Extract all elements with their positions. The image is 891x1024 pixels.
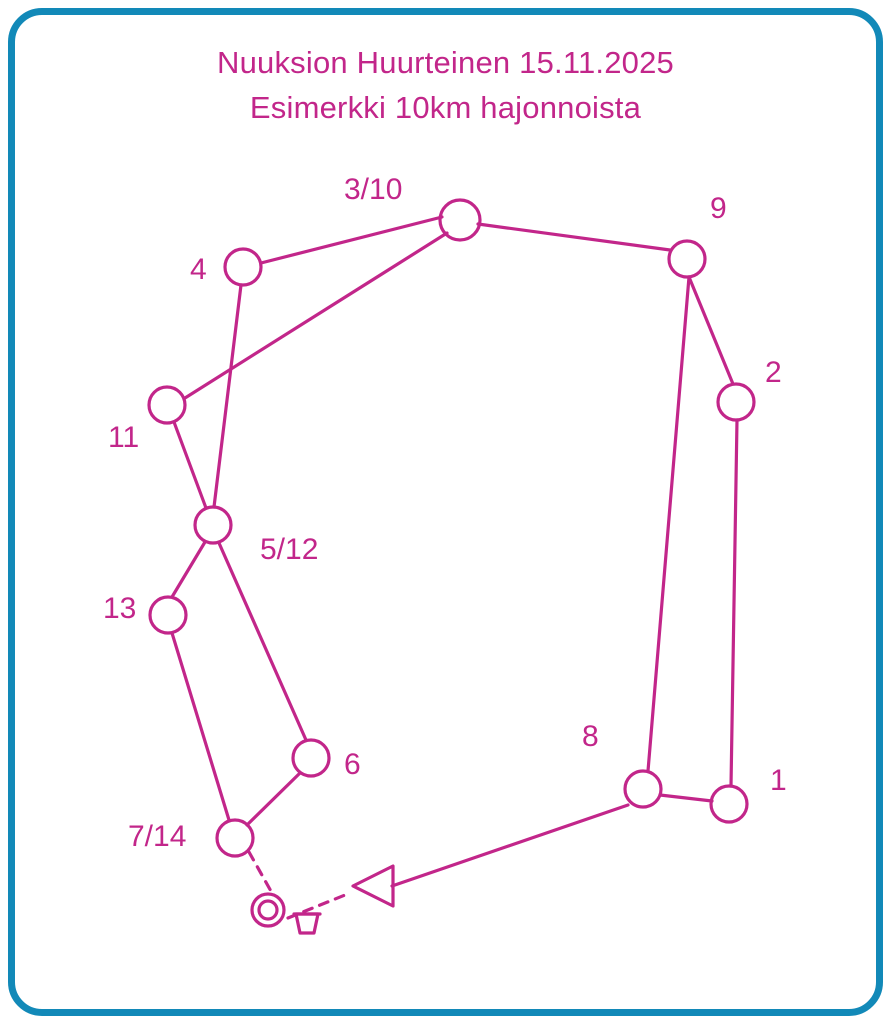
marked-routes <box>249 852 350 918</box>
leg-1-to-2 <box>731 420 737 786</box>
control-label-6: 6 <box>344 748 361 781</box>
leg-3-to-4 <box>261 217 442 263</box>
control-label-11: 11 <box>108 421 140 454</box>
finish-double-circle <box>252 894 284 926</box>
title-line-1: Nuuksion Huurteinen 15.11.2025 <box>217 45 674 80</box>
leg-13-to-7 <box>172 633 229 820</box>
drink-station-icon <box>294 914 320 933</box>
leg-4-to-5 <box>214 285 241 507</box>
control-circle-7-14 <box>217 820 253 856</box>
leg-5-to-6 <box>219 543 306 740</box>
control-circle-13 <box>150 597 186 633</box>
start-triangle <box>353 866 393 906</box>
control-circle-2 <box>718 384 754 420</box>
control-circle-6 <box>293 740 329 776</box>
leg-2-to-9 <box>689 277 733 384</box>
title-line-2: Esimerkki 10km hajonnoista <box>249 90 642 125</box>
leg-6-to-7 <box>247 773 300 825</box>
leg-3-to-11 <box>185 233 447 398</box>
control-label-3-10: 3/10 <box>344 173 403 206</box>
course-legs <box>172 217 737 886</box>
route-7-to-finish <box>249 852 272 893</box>
leg-start-to-8 <box>392 805 628 886</box>
leg-9-to-8 <box>648 277 689 771</box>
leg-8-to-1 <box>660 795 712 801</box>
control-circle-8 <box>625 771 661 807</box>
control-circle-9 <box>669 241 705 277</box>
leg-11-to-5 <box>174 422 206 508</box>
control-label-8: 8 <box>582 720 599 753</box>
control-circle-4 <box>225 249 261 285</box>
control-label-4: 4 <box>190 253 207 286</box>
control-label-5-12: 5/12 <box>260 533 319 566</box>
control-label-9: 9 <box>710 192 727 225</box>
leg-9-to-3 <box>478 224 670 250</box>
control-label-1: 1 <box>770 764 787 797</box>
leg-5-to-13 <box>172 542 205 597</box>
control-circle-1 <box>711 786 747 822</box>
control-label-13: 13 <box>103 592 137 625</box>
control-circle-3-10 <box>440 200 480 240</box>
control-label-7-14: 7/14 <box>128 820 187 853</box>
control-circle-5-12 <box>195 507 231 543</box>
control-circle-11 <box>149 387 185 423</box>
control-label-2: 2 <box>765 356 782 389</box>
